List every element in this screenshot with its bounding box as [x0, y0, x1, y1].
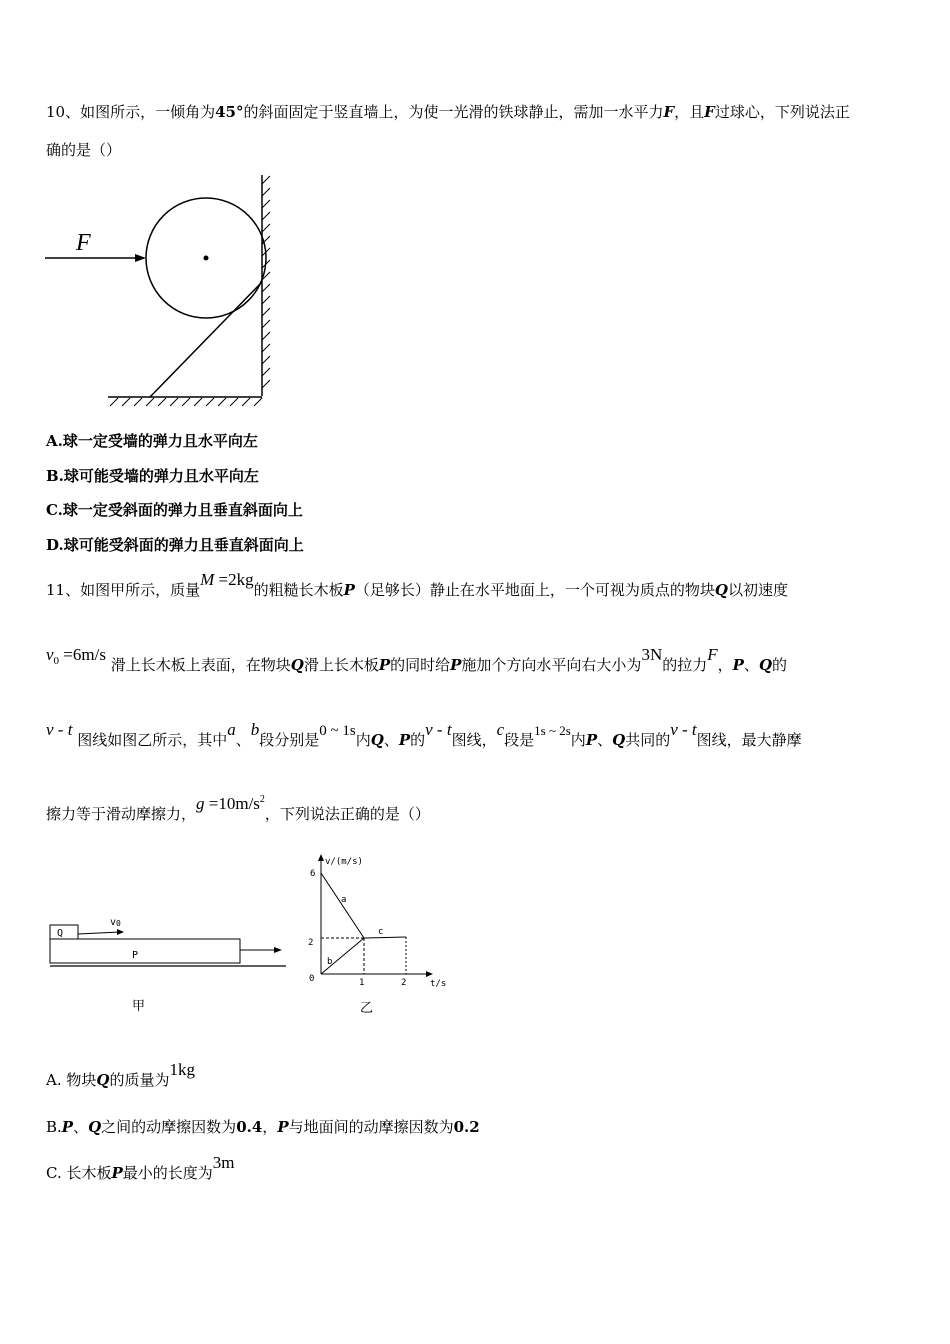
q11-stem-line2: $v_0 =6m/s$ 滑上长木板上表面，在物块Q滑上长木板P的同时给P施加个方向水平向右大小为3N的拉力F，P、Q的	[46, 645, 788, 674]
q11-option-c: C. 长木板P最小的长度为3m	[46, 1153, 235, 1182]
q10-option-c: C.球一定受斜面的弹力且垂直斜面向上	[46, 501, 303, 519]
ball-center	[204, 256, 209, 261]
tick-y2: 2	[308, 938, 314, 948]
block-q-label: Q	[57, 928, 64, 939]
board-p	[50, 939, 240, 963]
segment-b	[321, 938, 364, 974]
incline	[150, 282, 262, 397]
tick-origin: 0	[309, 974, 315, 984]
y-axis-label: v/(m/s)	[325, 857, 363, 867]
q10-option-a: A.球一定受墙的弹力且水平向左	[46, 432, 258, 450]
q10-stem-line2: 确的是（）	[46, 141, 122, 159]
segment-c	[364, 937, 406, 938]
q10-option-b: B.球可能受墙的弹力且水平向左	[46, 467, 259, 485]
force-label: F	[76, 230, 91, 256]
block-q	[50, 925, 78, 939]
x-axis-label: t/s	[430, 979, 447, 989]
q11-stem-line3: v - t 图线如图乙所示，其中a、b段分别是0 ~ 1s内Q、P的v - t图线，c段是1s ~ 2s内P、Q共同的v - t图线，最大静摩	[46, 720, 802, 749]
force-arrowhead	[135, 254, 146, 262]
tick-x2: 2	[401, 978, 407, 988]
q10-stem-line1: 10、如图所示，一倾角为45°的斜面固定于竖直墙上，为使一光滑的铁球静止，需加一水平力F，且F过球心，下列说法正	[46, 103, 850, 121]
caption-yi: 乙	[360, 1001, 374, 1016]
ground-hatch	[110, 398, 262, 406]
wall-hatch	[262, 176, 270, 388]
v0-arrow	[78, 932, 120, 934]
x-axis-arrowhead	[426, 971, 433, 977]
board-p-label: P	[132, 950, 139, 961]
force-f-arrowhead	[274, 947, 282, 953]
label-a: a	[341, 895, 347, 905]
v0-arrowhead	[117, 929, 124, 935]
q10-option-d: D.球可能受斜面的弹力且垂直斜面向上	[46, 536, 304, 554]
label-b: b	[327, 957, 333, 967]
q11-stem-line1: 11、如图甲所示，质量M =2kg的粗糙长木板P（足够长）静止在水平地面上，一个可视为质点的物块Q以初速度	[46, 570, 789, 599]
q10-figure	[40, 170, 280, 415]
segment-a	[321, 873, 364, 938]
label-c: c	[378, 927, 384, 937]
q11-option-b: B.P、Q之间的动摩擦因数为0.4，P与地面间的动摩擦因数为0.2	[46, 1118, 480, 1136]
q11-option-a: A. 物块Q的质量为1kg	[46, 1060, 195, 1089]
q11-figure-yi	[300, 850, 460, 1020]
v0-label: v0	[110, 917, 121, 928]
tick-y6: 6	[310, 869, 316, 879]
q11-stem-line4: 擦力等于滑动摩擦力，$g =10m/s^2$，下列说法正确的是（）	[46, 794, 430, 823]
tick-x1: 1	[359, 978, 365, 988]
caption-jia: 甲	[132, 999, 146, 1014]
y-axis-arrowhead	[318, 854, 324, 861]
q11-figure-jia	[40, 910, 300, 1020]
